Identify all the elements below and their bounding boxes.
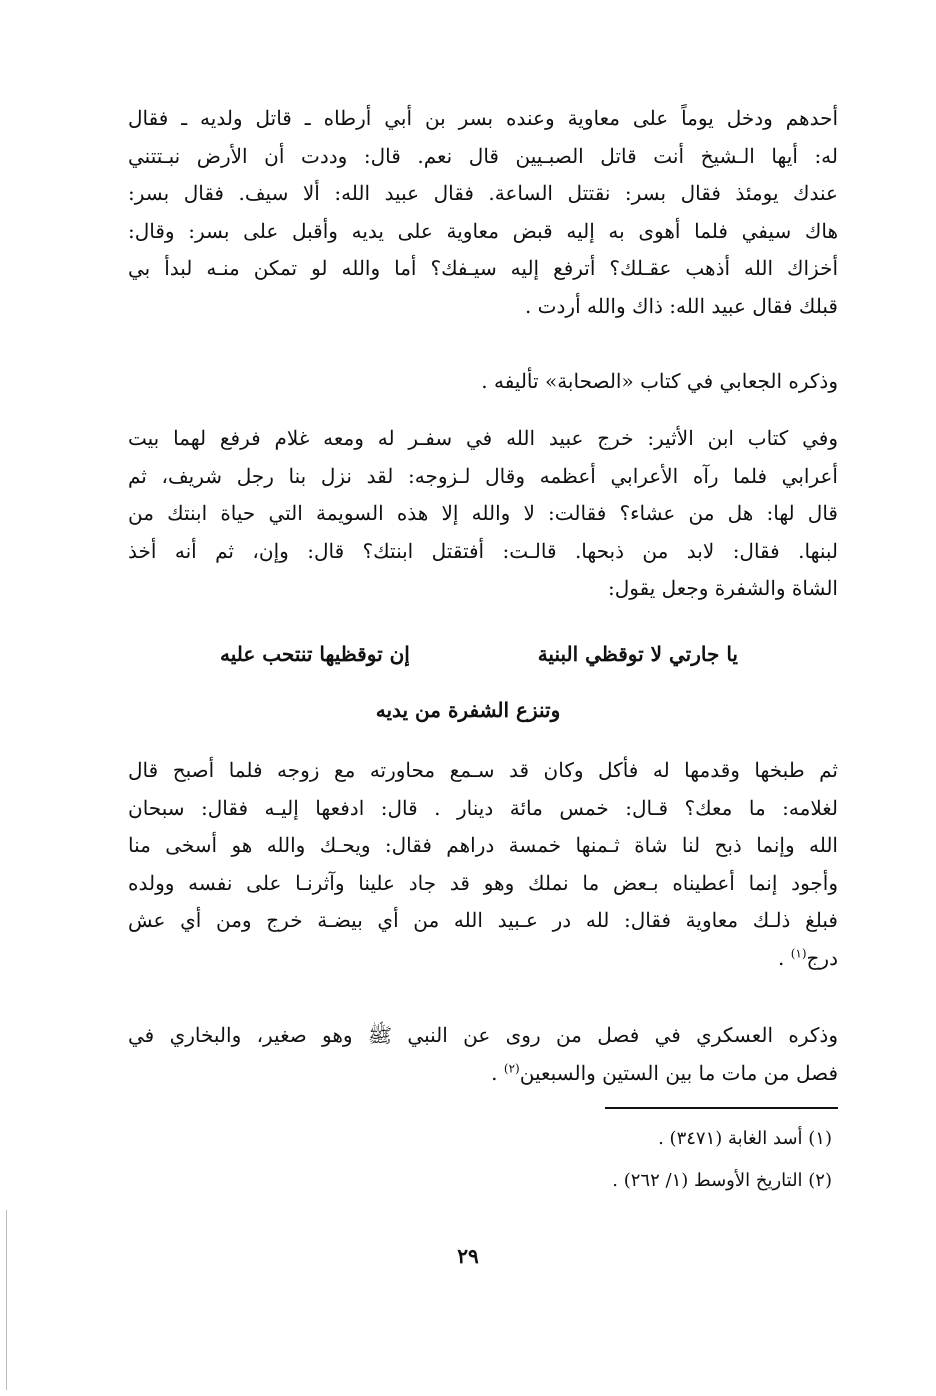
page-number: ٢٩ bbox=[457, 1244, 479, 1268]
text-line: هاك سيفي فلما أهوى به إليه قبض معاوية على يديه وأقبل على بسر: وقال: bbox=[128, 218, 838, 243]
paragraph-1 bbox=[128, 100, 838, 325]
text-fragment: درج bbox=[806, 945, 838, 970]
paragraph-2 bbox=[128, 363, 838, 401]
text-line bbox=[128, 940, 838, 978]
text-line: عندك يومئذ فقال بسر: نقتتل الساعة. فقال عبيد الله: ألا سيف. فقال بسر: bbox=[128, 181, 838, 205]
text-fragment: . bbox=[491, 1060, 504, 1085]
text-line: الله وإنما ذبح لنا شاة ثـمنها خمسة دراهم فقال: ويحـك والله هو أسخى منا bbox=[128, 833, 838, 857]
text-line: لغلامه: ما معك؟ قـال: خمس مائة دينار . قال: ادفعها إليـه فقال: سبحان bbox=[128, 795, 838, 820]
footnote-marker: (١) bbox=[790, 945, 807, 960]
footnote-marker: (٢) bbox=[503, 1060, 520, 1075]
text-line: وأجود إنما أعطيناه بـعض ما نملك وهو قد جاد علينا وآثرنـا على نفسه وولده bbox=[128, 870, 838, 895]
paragraph-4 bbox=[128, 752, 838, 977]
scan-edge-line bbox=[6, 1210, 7, 1390]
text-line: ثم طبخها وقدمها له فأكل وكان قد سـمع محاورته مع زوجه فلما أصبح قال bbox=[128, 758, 838, 782]
text-line: أحدهم ودخل يوماً على معاوية وعنده بسر بن أبي أرطاه ـ قاتل ولديه ـ فقال bbox=[128, 106, 838, 130]
text-line bbox=[128, 1055, 838, 1093]
paragraph-5 bbox=[128, 1017, 838, 1092]
footnote-divider bbox=[605, 1107, 838, 1109]
footnote-2: (٢) التاريخ الأوسط (١/ ٢٦٢) . bbox=[612, 1170, 832, 1191]
verse-center-line: وتنزع الشفرة من يديه bbox=[375, 698, 561, 722]
text-fragment: . bbox=[777, 945, 791, 970]
text-line: لبنها. فقال: لابد من ذبحها. قالـت: أفتقتل ابنتك؟ قال: وإن، ثم أنه أخذ bbox=[128, 538, 838, 563]
text-line: أعرابي فلما رآه الأعرابي أعظمه وقال لـزوجه: لقد نزل بنا رجل شريف، ثم bbox=[128, 463, 838, 488]
verse-first-hemistich: يا جارتي لا توقظي البنية bbox=[537, 642, 738, 666]
text-line: وفي كتاب ابن الأثير: خرج عبيد الله في سفـر له ومعه غلام فرفع لهما بيت bbox=[128, 426, 838, 450]
text-line: وذكره الجعابي في كتاب «الصحابة» تأليفه . bbox=[481, 369, 838, 393]
text-line: وذكره العسكري في فصل من روى عن النبي ﷺ وهو صغير، والبخاري في bbox=[128, 1023, 838, 1047]
verse-second-hemistich: إن توقظيها تنتحب عليه bbox=[220, 642, 410, 666]
text-line: الشاة والشفرة وجعل يقول: bbox=[607, 576, 838, 600]
text-line: أخزاك الله أذهب عقـلك؟ أترفع إليه سيـفك؟ أما والله لو تمكن منـه لبدأ بي bbox=[128, 256, 838, 280]
text-line: قبلك فقال عبيد الله: ذاك والله أردت . bbox=[524, 293, 838, 318]
text-fragment: فصل من مات ما بين الستين والسبعين bbox=[519, 1060, 838, 1085]
text-line: له: أيها الـشيخ أنت قاتل الصبـيين قال نعم. قال: وددت أن الأرض نبـتتني bbox=[128, 143, 838, 168]
text-line: فبلغ ذلـك معاوية فقال: لله در عـبيد الله من أي بيضـة خرج ومن أي عش bbox=[128, 908, 838, 932]
paragraph-3 bbox=[128, 420, 838, 608]
text-line: قال لها: هل من عشاء؟ فقالت: لا والله إلا هذه السويمة التي حياة ابنتك من bbox=[128, 501, 838, 525]
footnote-1: (١) أسد الغابة (٣٤٧١) . bbox=[658, 1128, 832, 1149]
